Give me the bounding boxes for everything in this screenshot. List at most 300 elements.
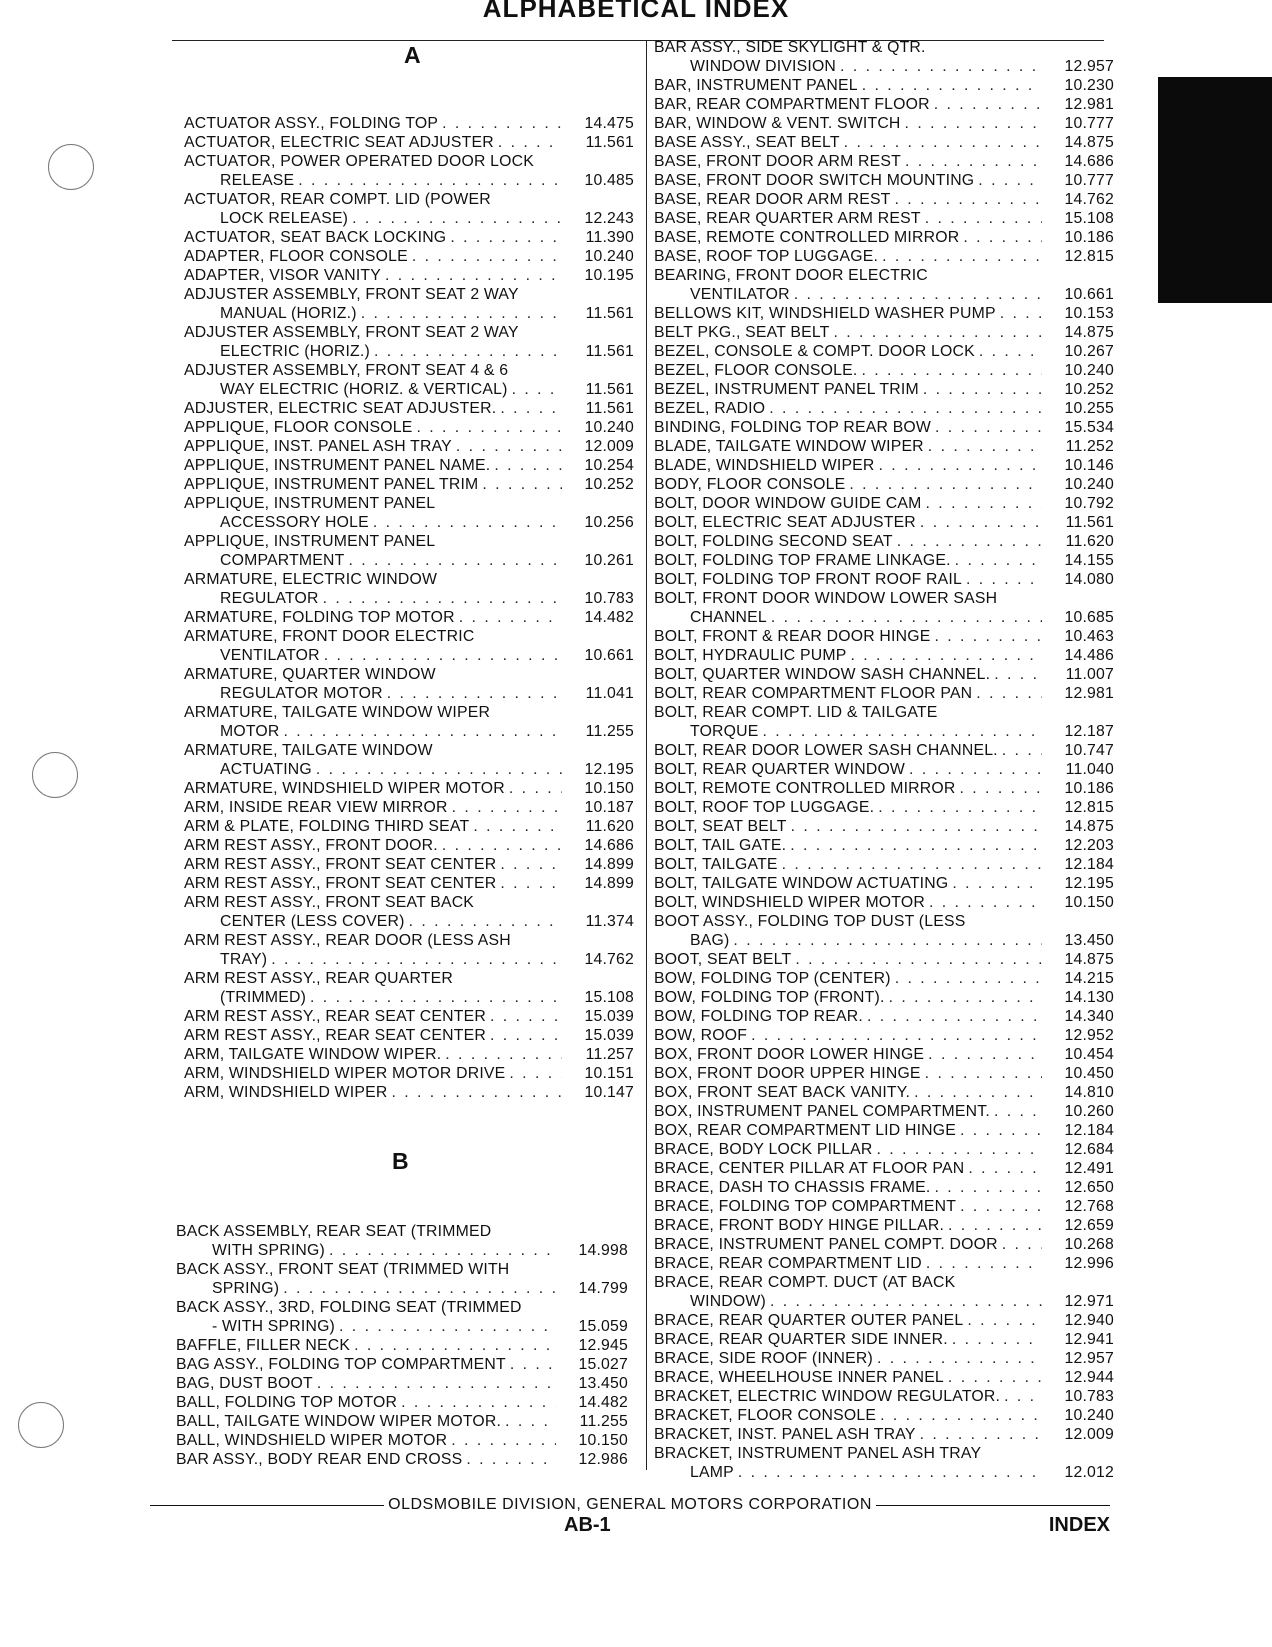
entry-name-cell	[184, 209, 568, 228]
dot-leader	[929, 893, 1042, 912]
entry-name-cell	[654, 874, 1048, 893]
entry-page-ref: 10.240	[1064, 1407, 1114, 1424]
entry-name-cell	[184, 152, 568, 171]
index-entry	[654, 665, 1114, 684]
entry-name-cell	[654, 684, 1048, 703]
index-entry	[184, 171, 634, 190]
entry-name: ADJUSTER, ELECTRIC SEAT ADJUSTER.	[184, 400, 497, 417]
dot-leader	[925, 1064, 1042, 1083]
entry-name: BOLT, REMOTE CONTROLLED MIRROR	[654, 780, 956, 797]
index-entry	[176, 1431, 628, 1450]
entry-page-ref: 12.009	[1064, 1426, 1114, 1443]
index-entry	[654, 646, 1114, 665]
entry-name: BAR ASSY., BODY REAR END CROSS	[176, 1451, 463, 1468]
dot-leader	[352, 209, 562, 228]
entry-page-ref: 15.059	[578, 1318, 628, 1335]
entry-name-cell	[184, 133, 568, 152]
entry-name-cell	[184, 608, 568, 627]
dot-leader	[316, 760, 562, 779]
index-entry	[654, 1444, 1114, 1463]
entry-name: BOLT, REAR COMPARTMENT FLOOR PAN	[654, 685, 973, 702]
entry-name-cell	[654, 589, 1048, 608]
dot-leader	[968, 1159, 1042, 1178]
index-entry	[176, 1222, 628, 1241]
dot-leader	[909, 760, 1042, 779]
entry-page-ref: 12.195	[584, 761, 634, 778]
dot-leader	[978, 171, 1042, 190]
dot-leader	[387, 684, 562, 703]
dot-leader	[905, 114, 1042, 133]
entry-name-cell	[184, 456, 568, 475]
entry-name: ARM REST ASSY., REAR SEAT CENTER	[184, 1008, 486, 1025]
index-entry	[184, 1045, 634, 1064]
entry-page-ref: 10.485	[584, 172, 634, 189]
entry-name-cell	[184, 399, 568, 418]
dot-leader	[317, 1374, 556, 1393]
entry-name: ADAPTER, FLOOR CONSOLE	[184, 248, 408, 265]
index-entry	[184, 893, 634, 912]
entry-page-ref: 10.252	[584, 476, 634, 493]
entry-name: BRACE, REAR COMPARTMENT LID	[654, 1255, 922, 1272]
entry-name: BOLT, TAILGATE	[654, 856, 778, 873]
index-entry	[654, 380, 1114, 399]
entry-name: BOLT, REAR DOOR LOWER SASH CHANNEL.	[654, 742, 998, 759]
dot-leader	[1004, 1387, 1042, 1406]
entry-name-cell	[654, 741, 1048, 760]
index-entry	[184, 1064, 634, 1083]
entry-name: (TRIMMED)	[220, 989, 307, 1006]
index-entry	[654, 1064, 1114, 1083]
dot-leader	[955, 551, 1042, 570]
entry-name-cell	[184, 741, 568, 760]
entry-name: ARM REST ASSY., FRONT SEAT BACK	[184, 894, 475, 911]
index-entry	[654, 1178, 1114, 1197]
index-entry	[654, 1330, 1114, 1349]
entry-name-cell	[654, 1083, 1048, 1102]
index-entry	[654, 931, 1114, 950]
entry-name: VENTILATOR	[690, 286, 790, 303]
entry-page-ref: 12.944	[1064, 1369, 1114, 1386]
entry-name: ADAPTER, VISOR VANITY	[184, 267, 382, 284]
entry-name-cell	[654, 570, 1048, 589]
entry-name: BRACE, WHEELHOUSE INNER PANEL	[654, 1369, 944, 1386]
entry-page-ref: 10.186	[1064, 229, 1114, 246]
entry-page-ref: 15.039	[584, 1008, 634, 1025]
dot-leader	[323, 589, 562, 608]
dot-leader	[920, 1425, 1042, 1444]
index-entry	[176, 1393, 628, 1412]
dot-leader	[451, 1431, 556, 1450]
entry-name: ACTUATOR, ELECTRIC SEAT ADJUSTER	[184, 134, 494, 151]
entry-name-cell	[184, 779, 568, 798]
entry-name-cell	[176, 1317, 562, 1336]
dot-leader	[877, 1349, 1042, 1368]
dot-leader	[391, 1083, 562, 1102]
entry-name-cell	[654, 95, 1048, 114]
index-entry	[654, 228, 1114, 247]
entry-name: BOLT, WINDSHIELD WIPER MOTOR	[654, 894, 925, 911]
entry-page-ref: 10.230	[1064, 77, 1114, 94]
entry-name-cell	[654, 779, 1048, 798]
entry-name: BOLT, FOLDING TOP FRONT ROOF RAIL	[654, 571, 962, 588]
entry-page-ref: 14.810	[1064, 1084, 1114, 1101]
entry-name: ARM REST ASSY., FRONT DOOR.	[184, 837, 438, 854]
index-entry	[654, 1292, 1114, 1311]
entry-name-cell	[654, 1026, 1048, 1045]
entry-page-ref: 10.147	[584, 1084, 634, 1101]
entry-name: APPLIQUE, INSTRUMENT PANEL NAME.	[184, 457, 491, 474]
index-entry	[654, 779, 1114, 798]
entry-name-cell	[654, 1235, 1048, 1254]
index-entry	[654, 190, 1114, 209]
index-entry	[176, 1450, 628, 1469]
index-entry	[184, 760, 634, 779]
entry-name: ADJUSTER ASSEMBLY, FRONT SEAT 2 WAY	[184, 324, 519, 341]
binder-hole-2	[32, 752, 78, 798]
index-entry	[654, 1007, 1114, 1026]
dot-leader	[512, 380, 562, 399]
index-entry	[184, 1026, 634, 1045]
index-entry	[654, 76, 1114, 95]
entry-name-cell	[654, 912, 1048, 931]
entry-page-ref: 14.762	[1064, 191, 1114, 208]
entry-page-ref: 10.450	[1064, 1065, 1114, 1082]
entry-page-ref: 14.899	[584, 856, 634, 873]
entry-name: BOOT, SEAT BELT	[654, 951, 792, 968]
index-entry	[184, 722, 634, 741]
entry-name: BOX, FRONT DOOR UPPER HINGE	[654, 1065, 921, 1082]
dot-leader	[952, 874, 1042, 893]
entry-page-ref: 10.195	[584, 267, 634, 284]
dot-leader	[844, 133, 1042, 152]
index-entry	[654, 950, 1114, 969]
entry-name-cell	[184, 988, 568, 1007]
dot-leader	[979, 342, 1042, 361]
entry-page-ref: 12.659	[1064, 1217, 1114, 1234]
dot-leader	[877, 1140, 1042, 1159]
entry-page-ref: 10.267	[1064, 343, 1114, 360]
index-entry	[184, 608, 634, 627]
index-entry	[654, 1368, 1114, 1387]
entry-name: BOLT, QUARTER WINDOW SASH CHANNEL.	[654, 666, 991, 683]
entry-name-cell	[184, 361, 568, 380]
entry-name: BELT PKG., SEAT BELT	[654, 324, 830, 341]
entry-name: BEZEL, CONSOLE & COMPT. DOOR LOCK	[654, 343, 975, 360]
entry-name: CHANNEL	[690, 609, 767, 626]
dot-leader	[354, 1336, 556, 1355]
dot-leader	[926, 494, 1042, 513]
dot-leader	[882, 247, 1042, 266]
entry-name-cell	[184, 418, 568, 437]
index-entry	[654, 1083, 1114, 1102]
entry-page-ref: 13.450	[578, 1375, 628, 1392]
entry-name-cell	[654, 361, 1048, 380]
entry-name-cell	[654, 380, 1048, 399]
dot-leader	[862, 76, 1042, 95]
entry-page-ref: 11.040	[1065, 761, 1114, 778]
entry-page-ref: 12.650	[1064, 1179, 1114, 1196]
index-entry	[184, 646, 634, 665]
entry-page-ref: 14.686	[584, 837, 634, 854]
dot-leader	[967, 1311, 1042, 1330]
index-entry	[184, 665, 634, 684]
entry-page-ref: 11.561	[585, 305, 634, 322]
dot-leader	[385, 266, 562, 285]
entry-page-ref: 10.240	[584, 419, 634, 436]
entry-name-cell	[184, 665, 568, 684]
entry-name-cell	[654, 703, 1048, 722]
entry-page-ref: 15.534	[1064, 419, 1114, 436]
entry-name-cell	[176, 1355, 562, 1374]
entry-name: BRACE, REAR QUARTER OUTER PANEL	[654, 1312, 964, 1329]
entry-name-cell	[654, 1425, 1048, 1444]
entry-page-ref: 10.454	[1064, 1046, 1114, 1063]
entry-page-ref: 12.491	[1064, 1160, 1114, 1177]
dot-leader	[895, 190, 1042, 209]
entry-name-cell	[654, 399, 1048, 418]
dot-leader	[416, 418, 562, 437]
footer-rule-left	[150, 1505, 384, 1506]
dot-leader	[409, 912, 562, 931]
dot-leader	[963, 228, 1042, 247]
dot-leader	[934, 627, 1042, 646]
entry-name: BOX, REAR COMPARTMENT LID HINGE	[654, 1122, 956, 1139]
index-entry	[654, 171, 1114, 190]
entry-name-cell	[654, 342, 1048, 361]
entry-name: BOW, FOLDING TOP (FRONT).	[654, 989, 885, 1006]
entry-name: BLADE, WINDSHIELD WIPER	[654, 457, 875, 474]
entry-name-cell	[184, 323, 568, 342]
entry-name-cell	[184, 380, 568, 399]
entry-name: APPLIQUE, FLOOR CONSOLE	[184, 419, 413, 436]
entry-name-cell	[184, 874, 568, 893]
index-entry	[654, 285, 1114, 304]
dot-leader	[840, 57, 1042, 76]
entry-page-ref: 15.108	[584, 989, 634, 1006]
index-entry	[184, 361, 634, 380]
entry-name: ARM REST ASSY., REAR SEAT CENTER	[184, 1027, 486, 1044]
index-entry	[176, 1336, 628, 1355]
entry-name-cell	[184, 703, 568, 722]
entry-name-cell	[654, 1368, 1048, 1387]
index-entry	[654, 247, 1114, 266]
entry-name-cell	[184, 190, 568, 209]
dot-leader	[791, 817, 1042, 836]
entry-name: APPLIQUE, INSTRUMENT PANEL TRIM	[184, 476, 479, 493]
entry-page-ref: 11.561	[585, 343, 634, 360]
index-entry	[184, 589, 634, 608]
dot-leader	[790, 836, 1042, 855]
entry-page-ref: 14.080	[1064, 571, 1114, 588]
entry-name: ARM REST ASSY., FRONT SEAT CENTER	[184, 875, 497, 892]
entry-page-ref: 11.620	[585, 818, 634, 835]
entry-name-cell	[654, 247, 1048, 266]
entry-name-cell	[654, 817, 1048, 836]
entry-name: BASE, ROOF TOP LUGGAGE.	[654, 248, 879, 265]
entry-name-cell	[184, 1064, 568, 1083]
entry-name: BELLOWS KIT, WINDSHIELD WASHER PUMP	[654, 305, 996, 322]
entry-name: BOW, FOLDING TOP (CENTER)	[654, 970, 891, 987]
index-entry	[184, 779, 634, 798]
entry-page-ref: 12.945	[578, 1337, 628, 1354]
entry-name-cell	[654, 1197, 1048, 1216]
entry-name-cell	[654, 1406, 1048, 1425]
entry-name: ACTUATOR, POWER OPERATED DOOR LOCK	[184, 153, 534, 170]
dot-leader	[948, 1368, 1042, 1387]
entry-name-cell	[184, 114, 568, 133]
index-entry	[184, 513, 634, 532]
page-footer	[150, 1496, 1110, 1536]
entry-name-cell	[654, 931, 1048, 950]
entry-page-ref: 10.661	[584, 647, 634, 664]
entry-page-ref: 10.150	[578, 1432, 628, 1449]
entry-name: BOW, FOLDING TOP REAR.	[654, 1008, 863, 1025]
entry-name: BOX, FRONT DOOR LOWER HINGE	[654, 1046, 925, 1063]
index-entry	[184, 741, 634, 760]
entry-page-ref: 14.215	[1064, 970, 1114, 987]
dot-leader	[934, 1178, 1042, 1197]
dot-leader	[298, 171, 562, 190]
entry-name: BRACE, FRONT BODY HINGE PILLAR.	[654, 1217, 945, 1234]
entry-name-cell	[654, 627, 1048, 646]
entry-name-cell	[654, 114, 1048, 133]
dot-leader	[994, 1102, 1042, 1121]
index-entry	[184, 114, 634, 133]
entry-name: BOOT ASSY., FOLDING TOP DUST (LESS	[654, 913, 966, 930]
dot-leader	[948, 1216, 1042, 1235]
dot-leader	[456, 437, 562, 456]
index-entry	[654, 855, 1114, 874]
entry-name: ARMATURE, FOLDING TOP MOTOR	[184, 609, 455, 626]
entry-page-ref: 11.257	[585, 1046, 634, 1063]
index-entry	[654, 836, 1114, 855]
dot-leader	[928, 1045, 1042, 1064]
section-heading-b: B	[392, 1148, 409, 1174]
entry-page-ref: 12.195	[1064, 875, 1114, 892]
column-divider	[646, 40, 647, 1470]
entry-page-ref: 10.792	[1064, 495, 1114, 512]
entry-name-cell	[184, 950, 568, 969]
entry-name: ELECTRIC (HORIZ.)	[220, 343, 370, 360]
entry-page-ref: 11.561	[585, 381, 634, 398]
entry-page-ref: 10.783	[584, 590, 634, 607]
entry-page-ref: 12.184	[1064, 856, 1114, 873]
entry-name-cell	[184, 551, 568, 570]
index-entry	[176, 1298, 628, 1317]
index-entry	[184, 247, 634, 266]
entry-name-cell	[184, 627, 568, 646]
entry-name: MOTOR	[220, 723, 280, 740]
entry-name: BASE, FRONT DOOR SWITCH MOUNTING	[654, 172, 975, 189]
entry-page-ref: 10.747	[1064, 742, 1114, 759]
entry-name: MANUAL (HORIZ.)	[220, 305, 357, 322]
index-entry	[176, 1241, 628, 1260]
entry-name-cell	[654, 1330, 1048, 1349]
entry-name-cell	[654, 760, 1048, 779]
index-entry	[654, 437, 1114, 456]
entry-name: BOLT, TAILGATE WINDOW ACTUATING	[654, 875, 949, 892]
dot-leader	[914, 1083, 1042, 1102]
index-entry	[184, 399, 634, 418]
index-entry	[654, 361, 1114, 380]
dot-leader	[850, 646, 1042, 665]
entry-name-cell	[654, 323, 1048, 342]
index-entry	[654, 304, 1114, 323]
entry-page-ref: 14.799	[578, 1280, 628, 1297]
entry-name: BRACE, DASH TO CHASSIS FRAME.	[654, 1179, 931, 1196]
index-entry	[654, 266, 1114, 285]
dot-leader	[401, 1393, 556, 1412]
entry-name: BEZEL, INSTRUMENT PANEL TRIM	[654, 381, 919, 398]
dot-leader	[490, 1026, 562, 1045]
entry-name-cell	[184, 722, 568, 741]
entry-name: ARMATURE, TAILGATE WINDOW	[184, 742, 433, 759]
dot-leader	[935, 418, 1042, 437]
dot-leader	[494, 456, 562, 475]
index-entry	[184, 494, 634, 513]
entry-name: APPLIQUE, INSTRUMENT PANEL	[184, 533, 436, 550]
dot-leader	[452, 798, 562, 817]
entry-page-ref: 14.762	[584, 951, 634, 968]
dot-leader	[763, 722, 1043, 741]
entry-name-cell	[184, 855, 568, 874]
index-entry	[176, 1412, 628, 1431]
dot-leader	[374, 342, 562, 361]
entry-name: BOLT, ROOF TOP LUGGAGE.	[654, 799, 875, 816]
dot-leader	[794, 285, 1042, 304]
entry-page-ref: 10.240	[584, 248, 634, 265]
entry-page-ref: 10.685	[1064, 609, 1114, 626]
entry-page-ref: 10.777	[1064, 172, 1114, 189]
index-entry	[184, 627, 634, 646]
entry-name: WITH SPRING)	[212, 1242, 325, 1259]
dot-leader	[466, 1450, 556, 1469]
dot-leader	[459, 608, 562, 627]
index-entry	[654, 1311, 1114, 1330]
entry-name: COMPARTMENT	[220, 552, 345, 569]
entry-page-ref: 10.256	[584, 514, 634, 531]
entry-name: BALL, WINDSHIELD WIPER MOTOR	[176, 1432, 448, 1449]
index-entry	[654, 722, 1114, 741]
entry-name-cell	[654, 437, 1048, 456]
dot-leader	[795, 950, 1042, 969]
index-entry	[654, 513, 1114, 532]
entry-name: LAMP	[690, 1464, 734, 1481]
entry-name-cell	[184, 532, 568, 551]
entry-name-cell	[184, 1026, 568, 1045]
entry-page-ref: 12.815	[1064, 248, 1114, 265]
entry-name-cell	[654, 475, 1048, 494]
index-entry	[176, 1355, 628, 1374]
entry-name-cell	[184, 285, 568, 304]
entry-name: TRAY)	[220, 951, 268, 968]
entry-name: BOLT, DOOR WINDOW GUIDE CAM	[654, 495, 922, 512]
entry-page-ref: 12.981	[1064, 685, 1114, 702]
index-entry	[654, 817, 1114, 836]
index-entry	[654, 1463, 1114, 1482]
entry-page-ref: 12.684	[1064, 1141, 1114, 1158]
entry-name: ARM, TAILGATE WINDOW WIPER.	[184, 1046, 442, 1063]
index-entry	[176, 1279, 628, 1298]
entry-page-ref: 14.998	[578, 1242, 628, 1259]
dot-leader	[733, 931, 1042, 950]
index-entry	[654, 589, 1114, 608]
entry-name: BRACE, INSTRUMENT PANEL COMPT. DOOR	[654, 1236, 998, 1253]
entry-name-cell	[184, 893, 568, 912]
entry-name: BOW, ROOF	[654, 1027, 748, 1044]
dot-leader	[769, 399, 1042, 418]
index-entry	[184, 684, 634, 703]
